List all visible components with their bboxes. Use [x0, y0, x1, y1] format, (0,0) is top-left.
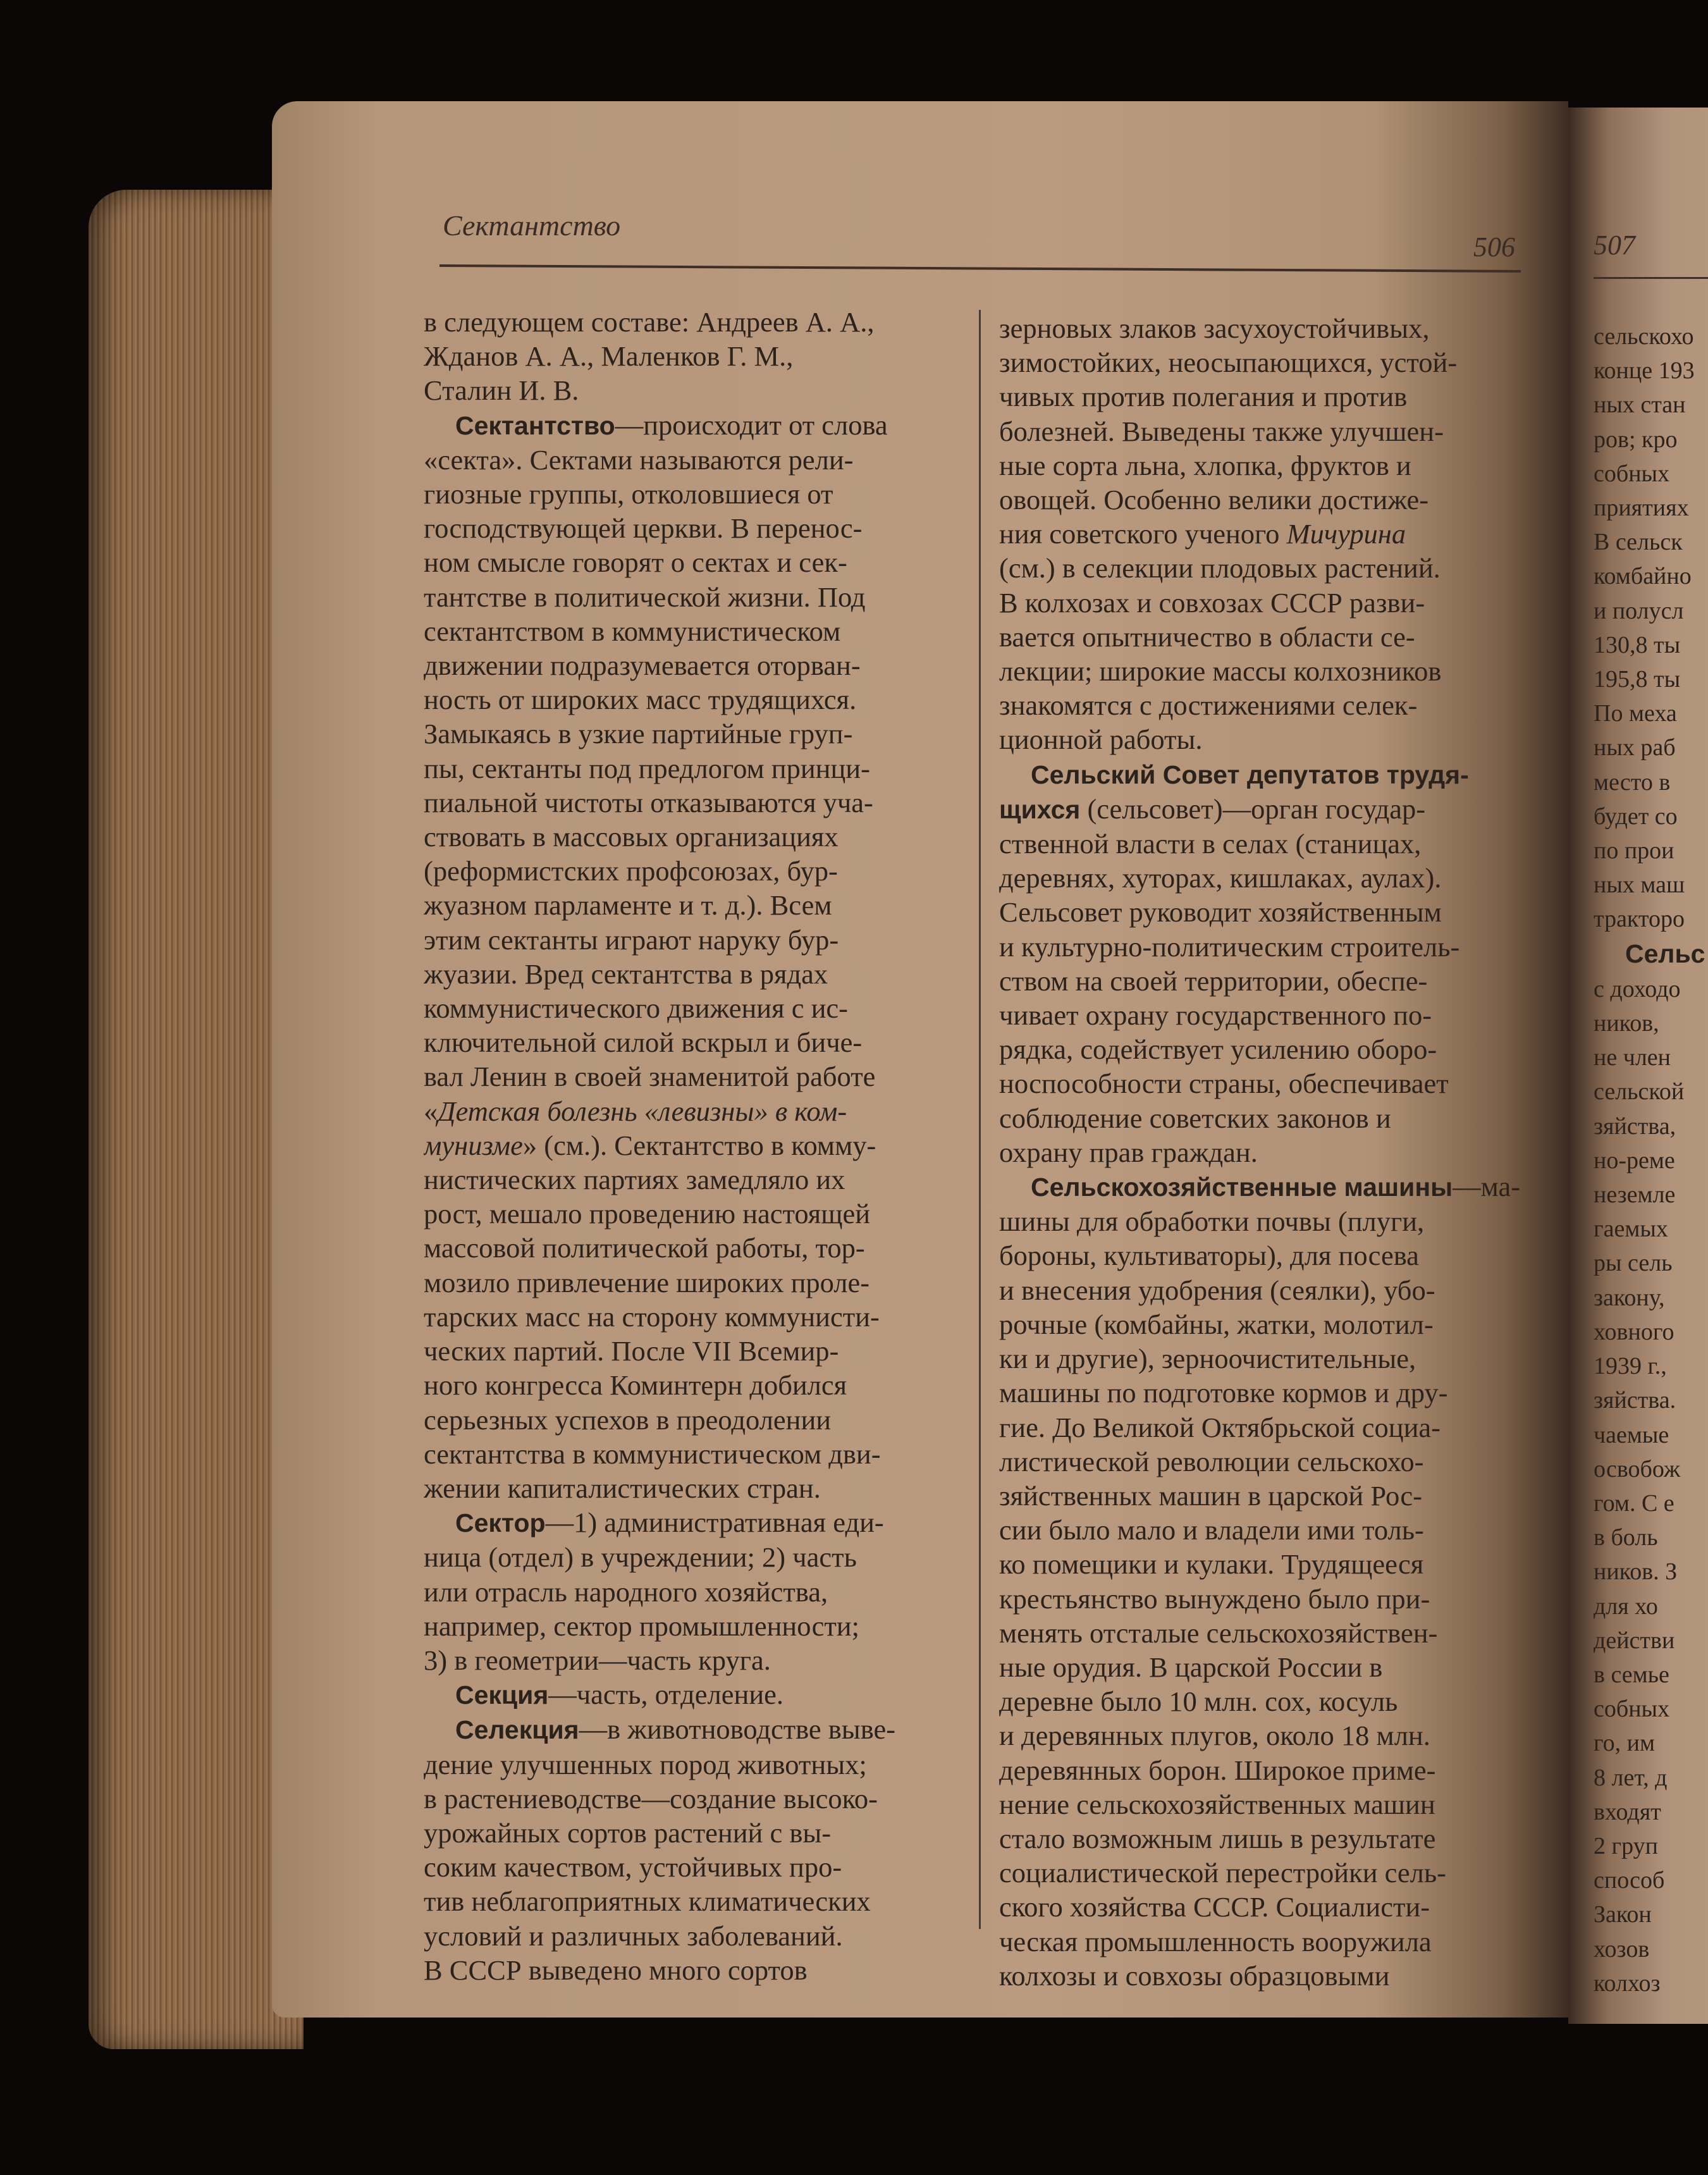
text-line: машины по подготовке кормов и дру-	[999, 1377, 1448, 1409]
text-line: тив неблагоприятных климатических	[424, 1885, 871, 1918]
text-line: мозило привлечение широких проле-	[424, 1266, 870, 1298]
text-line: тракторо	[1594, 906, 1685, 933]
text-line: гаемых	[1594, 1216, 1668, 1243]
text-line: менять отсталые сельскохозяйствен-	[999, 1617, 1438, 1649]
text-line: социалистической перестройки сель-	[999, 1857, 1447, 1889]
text-line: листической революции сельскохо-	[999, 1445, 1424, 1477]
text-line: рост, мешало проведению настоящей	[424, 1198, 871, 1230]
text-line: соблюдение советских законов и	[999, 1102, 1391, 1134]
text-line: (см.) в селекции плодовых растений.	[999, 552, 1441, 584]
text-line: нистических партиях замедляло их	[424, 1164, 845, 1196]
text-line: 8 лет, д	[1594, 1764, 1668, 1791]
text-line: По меха	[1594, 700, 1677, 727]
text-line: с доходо	[1594, 975, 1681, 1002]
text-line: тантстве в политической жизни. Под	[424, 581, 866, 613]
text-line: сектантством в коммунистическом	[424, 615, 841, 647]
text-line: В СССР выведено много сортов	[424, 1954, 808, 1986]
text-line: Сельсовет руководит хозяйственным	[999, 896, 1442, 928]
text-line: Селекция—в животноводстве выве-	[455, 1713, 896, 1746]
text-line: место в	[1594, 768, 1671, 796]
text-line: стало возможным лишь в результате	[999, 1822, 1436, 1854]
text-line: ные сорта льна, хлопка, фруктов и	[999, 449, 1411, 481]
text-line: и полусл	[1594, 597, 1684, 624]
text-line: сельской	[1594, 1078, 1685, 1106]
text-line: ционной работы.	[999, 724, 1203, 756]
text-line: Закон	[1594, 1901, 1652, 1928]
text-line: ные орудия. В царской России в	[999, 1651, 1383, 1683]
text-line: условий и различных заболеваний.	[424, 1919, 843, 1952]
column-divider	[979, 310, 981, 1929]
text-line: вается опытничество в области се-	[999, 620, 1415, 653]
text-line: щихся (сельсовет)—орган государ-	[999, 792, 1426, 825]
text-line: этим сектанты играют наруку бур-	[424, 923, 839, 956]
text-line: 130,8 ты	[1594, 631, 1681, 658]
text-line: в следующем составе: Андреев А. А.,	[424, 306, 875, 338]
text-line: В сельск	[1594, 529, 1683, 556]
text-line: нение сельскохозяйственных машин	[999, 1788, 1435, 1820]
middle-column	[999, 311, 1524, 1993]
page-edges	[89, 190, 304, 2049]
text-line: соким качеством, устойчивых про-	[424, 1851, 842, 1883]
text-line: ки и другие), зерноочистительные,	[999, 1343, 1416, 1375]
text-line: приятиях	[1594, 495, 1689, 522]
text-line: урожайных сортов растений с вы-	[424, 1816, 832, 1849]
text-line: Сельскохозяйственные машины—ма-	[1031, 1171, 1521, 1203]
text-line: рядка, содействует усилению оборо-	[999, 1033, 1437, 1066]
text-line: будет со	[1594, 803, 1678, 830]
text-line: зимостойких, неосыпающихся, устой-	[999, 347, 1458, 379]
text-line: сектантства в коммунистическом дви-	[424, 1438, 881, 1470]
text-line: шины для обработки почвы (плуги,	[999, 1205, 1425, 1238]
text-line: действи	[1594, 1627, 1675, 1654]
text-line: но-реме	[1594, 1147, 1675, 1174]
text-line: ственной власти в селах (станицах,	[999, 828, 1422, 860]
text-line: например, сектор промышленности;	[424, 1610, 859, 1642]
text-line: ников. З	[1594, 1558, 1678, 1586]
text-line: В колхозах и совхозах СССР разви-	[999, 586, 1425, 619]
text-line: в растениеводстве—создание высоко-	[424, 1782, 878, 1815]
text-line: ческая промышленность вооружила	[999, 1925, 1432, 1957]
text-line: жуазии. Вред сектантства в рядах	[424, 958, 828, 990]
text-line: рочные (комбайны, жатки, молотил-	[999, 1308, 1434, 1340]
text-line: ров; кро	[1594, 426, 1678, 453]
text-line: дение улучшенных пород животных;	[424, 1748, 867, 1780]
text-line: собных	[1594, 1696, 1670, 1723]
text-line: и внесения удобрения (сеялки), убо-	[999, 1274, 1435, 1306]
text-line: вал Ленин в своей знаменитой работе	[424, 1061, 876, 1093]
text-line: ном смысле говорят о сектах и сек-	[424, 546, 847, 579]
text-line: массовой политической работы, тор-	[424, 1232, 865, 1264]
text-line: зяйства,	[1594, 1112, 1676, 1140]
text-line: освобож	[1594, 1455, 1681, 1482]
text-line: комбайно	[1594, 563, 1692, 590]
text-line: ством на своей территории, обеспе-	[999, 964, 1428, 997]
text-line: не член	[1594, 1044, 1671, 1071]
text-line: сии было мало и владели ими толь-	[999, 1514, 1424, 1546]
text-line: зяйственных машин в царской Рос-	[999, 1479, 1422, 1512]
text-line: колхозы и совхозы образцовыми	[999, 1959, 1390, 1992]
text-line: Сельский Совет депутатов трудя-	[1031, 760, 1469, 789]
text-line: господствующей церкви. В перенос-	[424, 512, 863, 545]
text-line: в боль	[1594, 1524, 1658, 1551]
text-line: хозов	[1594, 1935, 1650, 1962]
header-rule-right	[1594, 277, 1708, 279]
text-line: деревнях, хуторах, кишлаках, аулах).	[999, 862, 1442, 894]
text-line: жуазном парламенте и т. д.). Всем	[424, 889, 832, 921]
text-line: входят	[1594, 1798, 1661, 1825]
text-line: деревне было 10 млн. сох, косуль	[999, 1685, 1398, 1718]
text-line: коммунистического движения с ис-	[424, 992, 848, 1025]
text-line: ного конгресса Коминтерн добился	[424, 1369, 847, 1402]
text-line: болезней. Выведены также улучшен-	[999, 415, 1444, 447]
text-line: ко помещики и кулаки. Трудящееся	[999, 1548, 1424, 1580]
text-line: ных стан	[1594, 391, 1686, 419]
text-line: ключительной силой вскрыл и биче-	[424, 1026, 863, 1059]
text-line: Сектор—1) административная еди-	[455, 1506, 884, 1539]
text-line: ческих партий. После VII Всемир-	[424, 1335, 839, 1367]
text-line: Сталин И. В.	[424, 374, 579, 407]
text-line: чивает охрану государственного по-	[999, 999, 1432, 1032]
text-line: конце 193	[1594, 357, 1695, 385]
text-line: овощей. Особенно велики достиже-	[999, 484, 1429, 516]
text-line: по прои	[1594, 837, 1674, 865]
page-number-right: 507	[1594, 230, 1635, 261]
text-line: собных	[1594, 460, 1670, 487]
text-line: и деревянных плугов, около 18 млн.	[999, 1720, 1430, 1752]
text-line: ность от широких масс трудящихся.	[424, 684, 857, 716]
text-line: крестьянство вынуждено было при-	[999, 1582, 1430, 1615]
text-line: бороны, культиваторы), для посева	[999, 1240, 1419, 1272]
text-line: «Детская болезнь «левизны» в ком-	[424, 1095, 847, 1127]
text-line: 2 груп	[1594, 1832, 1658, 1859]
text-line: способ	[1594, 1867, 1665, 1894]
text-line: или отрасль народного хозяйства,	[424, 1575, 828, 1608]
text-line: ников,	[1594, 1010, 1659, 1037]
text-line: ского хозяйства СССР. Социалисти-	[999, 1891, 1430, 1923]
text-line: ния советского ученого Мичурина	[999, 518, 1406, 550]
text-line: движении подразумевается оторван-	[424, 650, 861, 682]
text-line: Сектантство—происходит от слова	[455, 409, 888, 441]
text-line: колхоз	[1594, 1969, 1661, 1997]
text-line: 195,8 ты	[1594, 666, 1681, 693]
text-line: Замыкаясь в узкие партийные груп-	[424, 718, 853, 750]
text-line: гие. До Великой Октябрьской социа-	[999, 1411, 1441, 1443]
right-column	[1594, 319, 1708, 2000]
text-line: тарских масс на сторону коммунисти-	[424, 1300, 880, 1333]
text-line: 3) в геометрии—часть круга.	[424, 1644, 771, 1676]
text-line: закону,	[1594, 1284, 1665, 1311]
text-line: ховного	[1594, 1318, 1674, 1345]
text-line: Сельс	[1625, 939, 1705, 968]
text-line: неземле	[1594, 1181, 1676, 1209]
text-line: ры сель	[1594, 1250, 1673, 1277]
text-line: Жданов А. А., Маленков Г. М.,	[424, 340, 794, 373]
text-line: (реформистских профсоюзах, бур-	[424, 855, 838, 887]
left-column	[424, 305, 961, 1987]
page-number-left: 506	[1473, 231, 1515, 262]
running-head: Сектантство	[443, 209, 621, 242]
text-line: пиальной чистоты отказываются уча-	[424, 786, 873, 818]
text-line: ствовать в массовых организациях	[424, 821, 839, 853]
text-line: ница (отдел) в учреждении; 2) часть	[424, 1541, 857, 1574]
text-line: носпособности страны, обеспечивает	[999, 1068, 1449, 1100]
text-line: пы, сектанты под предлогом принци-	[424, 752, 870, 784]
text-line: для хо	[1594, 1593, 1658, 1620]
text-line: ных раб	[1594, 734, 1676, 761]
text-line: в семье	[1594, 1661, 1669, 1688]
text-line: мунизме» (см.). Сектантство в комму-	[424, 1129, 876, 1161]
text-line: го, им	[1594, 1730, 1656, 1757]
text-line: жении капиталистических стран.	[424, 1472, 821, 1504]
text-line: Секция—часть, отделение.	[455, 1679, 784, 1711]
text-line: сельскохо	[1594, 323, 1694, 350]
text-line: знакомятся с достижениями селек-	[999, 689, 1418, 722]
text-line: охрану прав граждан.	[999, 1136, 1258, 1168]
text-line: «секта». Сектами называются рели-	[424, 443, 854, 476]
text-line: деревянных борон. Широкое приме-	[999, 1754, 1436, 1786]
text-line: и культурно-политическим строитель-	[999, 930, 1460, 963]
text-line: 1939 г.,	[1594, 1353, 1667, 1380]
text-line: зерновых злаков засухоустойчивых,	[999, 312, 1430, 344]
text-line: гом. С е	[1594, 1489, 1674, 1517]
text-line: чивых против полегания и против	[999, 381, 1408, 413]
text-line: лекции; широкие массы колхозников	[999, 655, 1442, 687]
text-line: гиозные группы, отколовшиеся от	[424, 478, 833, 510]
text-line: чаемые	[1594, 1421, 1669, 1448]
text-line: ных маш	[1594, 872, 1685, 899]
text-line: серьезных успехов в преодолении	[424, 1403, 832, 1436]
text-line: зяйства.	[1594, 1387, 1676, 1414]
